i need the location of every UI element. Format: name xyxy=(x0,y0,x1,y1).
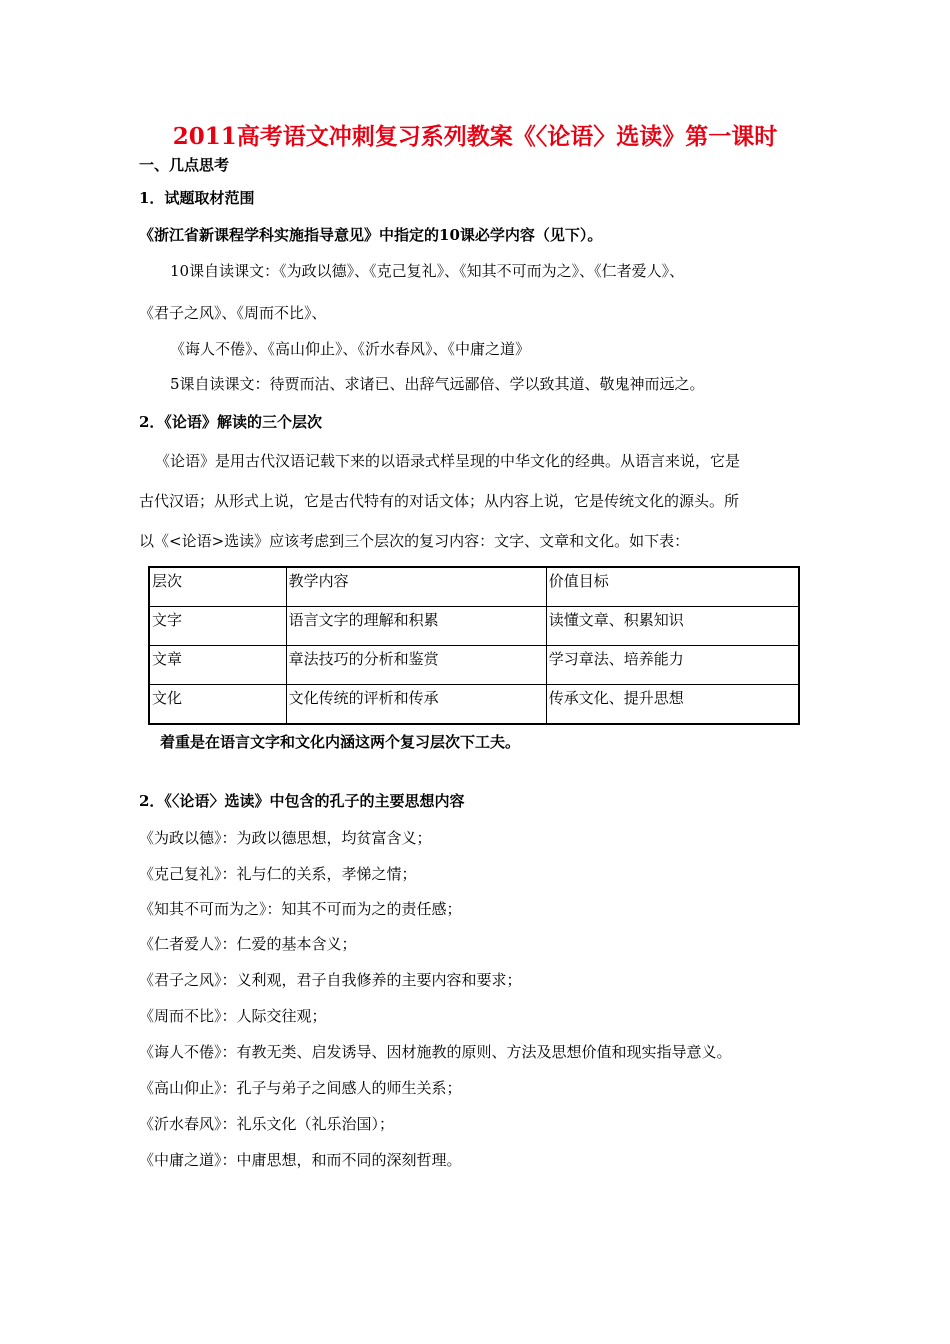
emphasis-note: 着重是在语言文字和文化内涵这两个复习层次下工夫。 xyxy=(160,733,521,751)
document-title: 2011高考语文冲刺复习系列教案《〈论语〉选读》第一课时 xyxy=(172,123,778,150)
item2-heading: 2．《论语》解读的三个层次 xyxy=(139,413,322,431)
paragraph-line: 以《<论语>选读》应该考虑到三个层次的复习内容：文字、文章和文化。如下表： xyxy=(139,532,690,550)
section-heading: 一、几点思考 xyxy=(139,156,230,174)
table-cell: 读懂文章、积累知识 xyxy=(546,607,799,646)
thought-line: 《高山仰止》：孔子与弟子之间感人的师生关系； xyxy=(139,1079,462,1097)
table-header-cell: 价值目标 xyxy=(546,567,799,607)
table-header-cell: 教学内容 xyxy=(286,567,546,607)
table-cell: 语言文字的理解和积累 xyxy=(286,607,546,646)
thought-line: 《周而不比》：人际交往观； xyxy=(139,1007,327,1025)
thought-line: 《中庸之道》：中庸思想，和而不同的深刻哲理。 xyxy=(139,1151,462,1169)
levels-table xyxy=(148,566,800,725)
item3-heading: 2．《〈论语〉选读》中包含的孔子的主要思想内容 xyxy=(139,792,465,810)
table-row xyxy=(149,607,799,646)
table-header-cell: 层次 xyxy=(149,567,286,607)
table-header-row xyxy=(149,567,799,607)
item1-subheading: 《浙江省新课程学科实施指导意见》中指定的10课必学内容（见下）。 xyxy=(139,226,603,244)
table-cell: 文化传统的评析和传承 xyxy=(286,685,546,725)
table-cell: 文字 xyxy=(149,607,286,646)
thought-line: 《仁者爱人》：仁爱的基本含义； xyxy=(139,935,357,953)
paragraph-line: 《论语》是用古代汉语记载下来的以语录式样呈现的中华文化的经典。从语言来说，它是 xyxy=(155,452,741,470)
item1-heading: 1．试题取材范围 xyxy=(139,189,255,207)
lesson-list-line: 10课自读课文：《为政以德》、《克己复礼》、《知其不可而为之》、《仁者爱人》、 xyxy=(170,262,685,280)
lesson-list-line: 《君子之风》、《周而不比》、 xyxy=(139,304,327,322)
thought-line: 《克己复礼》：礼与仁的关系，孝悌之情； xyxy=(139,865,417,883)
table-row xyxy=(149,685,799,725)
thought-line: 《君子之风》：义利观，君子自我修养的主要内容和要求； xyxy=(139,971,522,989)
table-cell: 文章 xyxy=(149,646,286,685)
table-cell: 章法技巧的分析和鉴赏 xyxy=(286,646,546,685)
table-row xyxy=(149,646,799,685)
thought-line: 《知其不可而为之》：知其不可而为之的责任感； xyxy=(139,900,462,918)
paragraph-line: 古代汉语；从形式上说，它是古代特有的对话文体；从内容上说，它是传统文化的源头。所 xyxy=(139,492,740,510)
thought-line: 《诲人不倦》：有教无类、启发诱导、因材施教的原则、方法及思想价值和现实指导意义。 xyxy=(139,1043,732,1061)
lesson-list-line: 5课自读课文：待贾而沽、求诸已、出辞气远鄙倍、学以致其道、敬鬼神而远之。 xyxy=(170,375,705,393)
table-cell: 学习章法、培养能力 xyxy=(546,646,799,685)
thought-line: 《沂水春风》：礼乐文化（礼乐治国）； xyxy=(139,1115,395,1133)
lesson-list-line: 《诲人不倦》、《高山仰止》、《沂水春风》、《中庸之道》 xyxy=(170,340,531,358)
table-cell: 传承文化、提升思想 xyxy=(546,685,799,725)
table-cell: 文化 xyxy=(149,685,286,725)
thought-line: 《为政以德》：为政以德思想，均贫富含义； xyxy=(139,829,432,847)
